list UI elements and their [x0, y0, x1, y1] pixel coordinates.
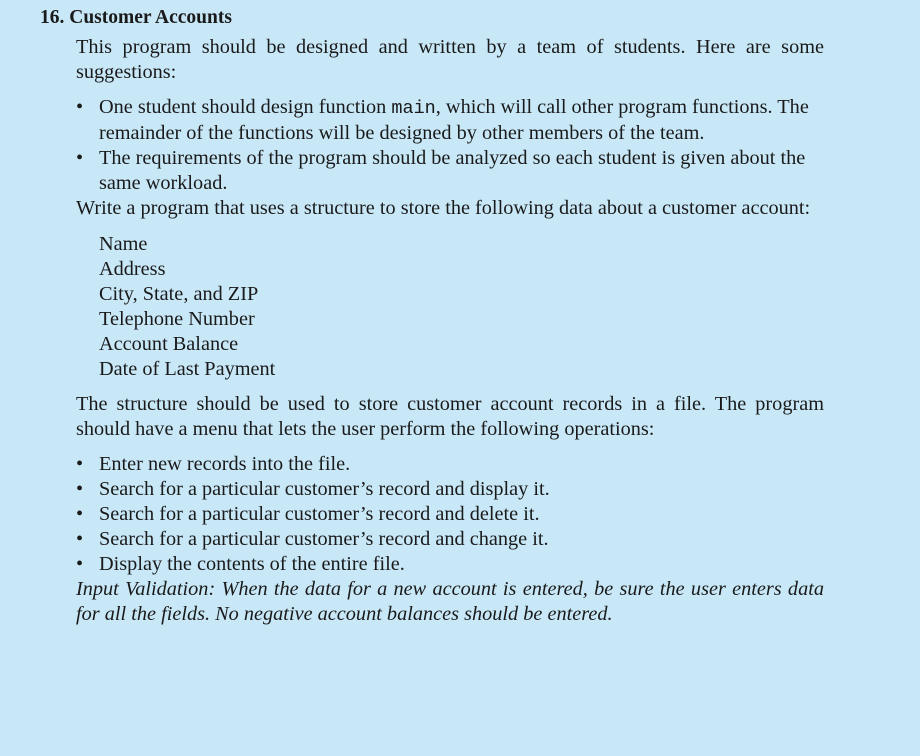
- code-main: main: [391, 98, 436, 119]
- list-item: [76, 552, 824, 577]
- bullet-icon: •: [76, 553, 84, 575]
- bullet-icon: •: [76, 96, 84, 118]
- operation-text: Display the contents of the entire file.: [99, 553, 405, 575]
- exercise-title: Customer Accounts: [69, 7, 232, 28]
- bullet-icon: •: [76, 478, 84, 500]
- operation-text: Search for a particular customer’s record and display it.: [99, 478, 550, 500]
- suggestion-text: One student should design function: [99, 96, 392, 118]
- suggestions-list: [76, 95, 824, 196]
- fields-list: [76, 232, 824, 382]
- bullet-icon: •: [76, 453, 84, 475]
- exercise-number: 16.: [40, 7, 65, 28]
- suggestion-text: The requirements of the program should be analyzed so each student is given about the same workload.: [99, 147, 806, 194]
- operations-list: [76, 452, 824, 577]
- field-balance: Account Balance: [99, 333, 239, 355]
- menu-paragraph: The structure should be used to store customer account records in a file. The program should have a menu that lets the user perform the following operations:: [76, 393, 824, 440]
- suggestion-text-continued: , which will call other program functions. The remainder of the functions will be designed by other members of the team.: [99, 96, 809, 144]
- field-last-payment: Date of Last Payment: [99, 358, 276, 380]
- bullet-icon: •: [76, 503, 84, 525]
- list-item: [76, 477, 824, 502]
- field-telephone: Telephone Number: [99, 308, 255, 330]
- exercise-body: [76, 35, 824, 627]
- list-item: [76, 95, 824, 146]
- exercise-heading: [40, 5, 232, 30]
- list-item: [76, 502, 824, 527]
- operation-text: Search for a particular customer’s record and change it.: [99, 528, 549, 550]
- list-item: [76, 146, 824, 196]
- field-name: Name: [99, 233, 148, 255]
- structure-paragraph: Write a program that uses a structure to store the following data about a customer account:: [76, 197, 811, 219]
- bullet-icon: •: [76, 528, 84, 550]
- list-item: [76, 527, 824, 552]
- intro-paragraph: This program should be designed and written by a team of students. Here are some suggestions:: [76, 36, 824, 83]
- input-validation-paragraph: Input Validation: When the data for a new account is entered, be sure the user enters data for all the fields. No negative account balances should be entered.: [76, 578, 824, 625]
- operation-text: Search for a particular customer’s record and delete it.: [99, 503, 540, 525]
- field-address: Address: [99, 258, 166, 280]
- bullet-icon: •: [76, 147, 84, 169]
- field-city-state-zip: City, State, and ZIP: [99, 283, 259, 305]
- list-item: [76, 452, 824, 477]
- operation-text: Enter new records into the file.: [99, 453, 351, 475]
